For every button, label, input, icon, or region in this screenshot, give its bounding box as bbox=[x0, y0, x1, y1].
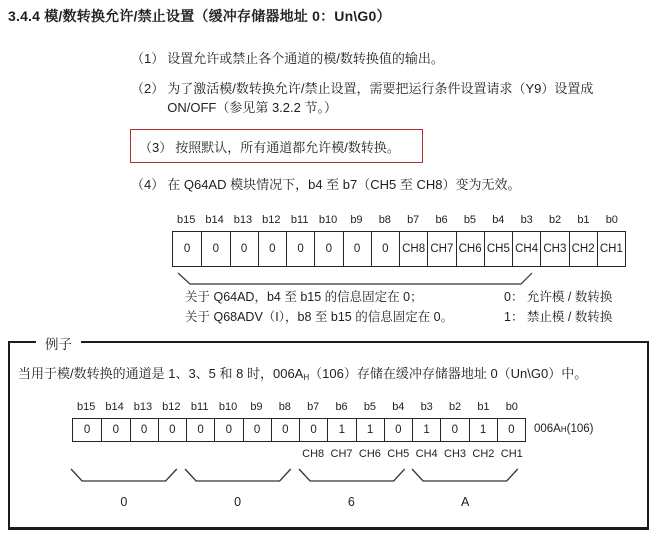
bit-header: b9 bbox=[250, 401, 263, 413]
bit-cell: 0 bbox=[371, 232, 399, 266]
section-title: 3.4.4 模/数转换允许/禁止设置（缓冲存储器地址 0：Un\G0） bbox=[8, 8, 391, 24]
bit-header: b3 bbox=[520, 214, 533, 226]
hex-value: 006A bbox=[534, 423, 561, 435]
bit-cell: 0 bbox=[271, 419, 299, 441]
item-2-line-2: ON/OFF（参见第 3.2.2 节。） bbox=[167, 100, 337, 115]
nibble-brace-icon bbox=[298, 467, 406, 483]
highlight-box bbox=[130, 129, 423, 163]
sentence-hex-sub: H bbox=[303, 373, 310, 382]
nibble-brace-icon bbox=[411, 467, 519, 483]
nibble-value: 0 bbox=[120, 495, 128, 509]
bit-cell: 0 bbox=[440, 419, 468, 441]
bit-cell: 0 bbox=[384, 419, 412, 441]
bit-cell: 0 bbox=[343, 232, 371, 266]
bit-cell: 0 bbox=[243, 419, 271, 441]
bit-cell: 0 bbox=[314, 232, 342, 266]
bit-header: b5 bbox=[363, 401, 377, 413]
bit-header: b8 bbox=[278, 401, 291, 413]
bit-cell: 1 bbox=[327, 419, 355, 441]
list-item-4 bbox=[131, 175, 520, 194]
item-1-number: （1） bbox=[131, 51, 165, 66]
bit-header: b2 bbox=[448, 401, 462, 413]
bit-header: b7 bbox=[307, 401, 320, 413]
sentence-pre: 当用于模/数转换的通道是 1、3、5 和 8 时， bbox=[18, 366, 273, 381]
group-brace-icon bbox=[176, 271, 534, 286]
bit-cell: CH8 bbox=[399, 232, 427, 266]
bit-header: b11 bbox=[190, 401, 209, 413]
bit-header: b0 bbox=[605, 214, 618, 226]
nibble-value: 6 bbox=[347, 495, 355, 509]
channel-label: CH1 bbox=[500, 448, 523, 460]
bit-header: b10 bbox=[218, 401, 238, 413]
bit-value-row bbox=[172, 231, 626, 267]
nibble-brace-row bbox=[70, 467, 519, 483]
item-3-text: 按照默认，所有通道都允许模/数转换。 bbox=[175, 139, 400, 155]
channel-label: CH5 bbox=[387, 448, 410, 460]
bit-cell: 0 bbox=[186, 419, 214, 441]
bit-cell: 0 bbox=[286, 232, 314, 266]
bit-header: b0 bbox=[505, 401, 518, 413]
item-4-number: （4） bbox=[131, 177, 165, 192]
example-box bbox=[8, 337, 649, 530]
item-3-number: （3） bbox=[139, 139, 173, 155]
bit-header: b6 bbox=[435, 214, 448, 226]
bit-cell: CH1 bbox=[597, 232, 625, 266]
sentence-post: （106）存储在缓冲存储器地址 0（Un\G0）中。 bbox=[309, 366, 588, 381]
bit-header: b11 bbox=[290, 214, 309, 226]
bit-cell: 0 bbox=[101, 419, 129, 441]
example-sentence bbox=[18, 363, 587, 382]
bit-diagram-register bbox=[172, 214, 626, 267]
channel-label: CH6 bbox=[358, 448, 381, 460]
nibble-value: 0 bbox=[234, 495, 242, 509]
nibble-value: A bbox=[460, 495, 470, 509]
item-2-number: （2） bbox=[131, 81, 165, 96]
channel-label: CH7 bbox=[330, 448, 353, 460]
bit-value-row bbox=[72, 418, 526, 442]
note-q64ad: 关于 Q64AD，b4 至 b15 的信息固定在 0； bbox=[185, 290, 423, 304]
hex-value-label bbox=[534, 417, 594, 441]
bit-header-row bbox=[172, 214, 626, 228]
channel-label: CH8 bbox=[302, 448, 325, 460]
bit-cell: 0 bbox=[201, 232, 229, 266]
bit-cell: 0 bbox=[258, 232, 286, 266]
bit-cell: 0 bbox=[158, 419, 186, 441]
item-4-text: 在 Q64AD 模块情况下，b4 至 b7（CH5 至 CH8）变为无效。 bbox=[167, 177, 521, 192]
item-2-text bbox=[167, 79, 593, 117]
bit-header: b14 bbox=[105, 401, 124, 413]
bit-header-row bbox=[72, 401, 526, 415]
bit-cell: 0 bbox=[130, 419, 158, 441]
channel-label-row bbox=[299, 448, 526, 460]
bit-header: b5 bbox=[463, 214, 477, 226]
bit-cell: CH6 bbox=[456, 232, 484, 266]
bit-cell: 0 bbox=[497, 419, 525, 441]
bit-cell: 0 bbox=[299, 419, 327, 441]
bit-header: b1 bbox=[577, 214, 590, 226]
bit-header: b13 bbox=[133, 401, 153, 413]
legend-disable: 1： 禁止模 / 数转换 bbox=[504, 310, 613, 324]
note-q68adv: 关于 Q68ADV（I），b8 至 b15 的信息固定在 0。 bbox=[185, 310, 454, 324]
hex-value-decimal: (106) bbox=[566, 423, 594, 435]
bit-cell: CH2 bbox=[569, 232, 597, 266]
bit-header: b3 bbox=[420, 401, 433, 413]
bit-cell: CH7 bbox=[427, 232, 455, 266]
bit-cell: CH3 bbox=[540, 232, 568, 266]
bit-header: b15 bbox=[177, 214, 196, 226]
example-box-title: 例子 bbox=[36, 333, 81, 353]
bit-cell: CH5 bbox=[484, 232, 512, 266]
hex-value-sub: H bbox=[560, 424, 567, 434]
nibble-brace-icon bbox=[70, 467, 178, 483]
bit-cell: 1 bbox=[412, 419, 440, 441]
nibble-value-row bbox=[70, 495, 519, 509]
legend-enable: 0： 允许模 / 数转换 bbox=[504, 290, 613, 304]
bit-cell: 0 bbox=[230, 232, 258, 266]
bit-header: b4 bbox=[392, 401, 405, 413]
bit-header: b1 bbox=[477, 401, 490, 413]
bit-header: b9 bbox=[350, 214, 363, 226]
item-1-text: 设置允许或禁止各个通道的模/数转换值的输出。 bbox=[167, 51, 444, 66]
bit-cell: CH4 bbox=[512, 232, 540, 266]
bit-cell: 0 bbox=[83, 424, 91, 436]
bit-header: b12 bbox=[262, 214, 281, 226]
channel-label: CH2 bbox=[472, 448, 495, 460]
item-2-line-1: 为了激活模/数转换允许/禁止设置，需要把运行条件设置请求（Y9）设置成 bbox=[167, 81, 594, 96]
bit-cell: 0 bbox=[183, 243, 191, 255]
bit-diagram-example bbox=[72, 401, 526, 442]
bit-header: b7 bbox=[407, 214, 420, 226]
bit-cell: 1 bbox=[356, 419, 384, 441]
sentence-hex: 006A bbox=[272, 366, 304, 381]
bit-header: b6 bbox=[335, 401, 348, 413]
nibble-brace-icon bbox=[184, 467, 292, 483]
bit-cell: 0 bbox=[214, 419, 242, 441]
channel-label: CH4 bbox=[415, 448, 438, 460]
bit-header: b14 bbox=[205, 214, 224, 226]
bit-header: b2 bbox=[548, 214, 562, 226]
bit-header: b12 bbox=[162, 401, 181, 413]
list-item-2 bbox=[131, 79, 593, 117]
bit-header: b15 bbox=[77, 401, 96, 413]
bit-header: b13 bbox=[233, 214, 253, 226]
list-item-1 bbox=[131, 49, 444, 68]
channel-label: CH3 bbox=[444, 448, 467, 460]
bit-header: b8 bbox=[378, 214, 391, 226]
bit-header: b4 bbox=[492, 214, 505, 226]
bit-header: b10 bbox=[318, 214, 338, 226]
bit-cell: 1 bbox=[469, 419, 497, 441]
